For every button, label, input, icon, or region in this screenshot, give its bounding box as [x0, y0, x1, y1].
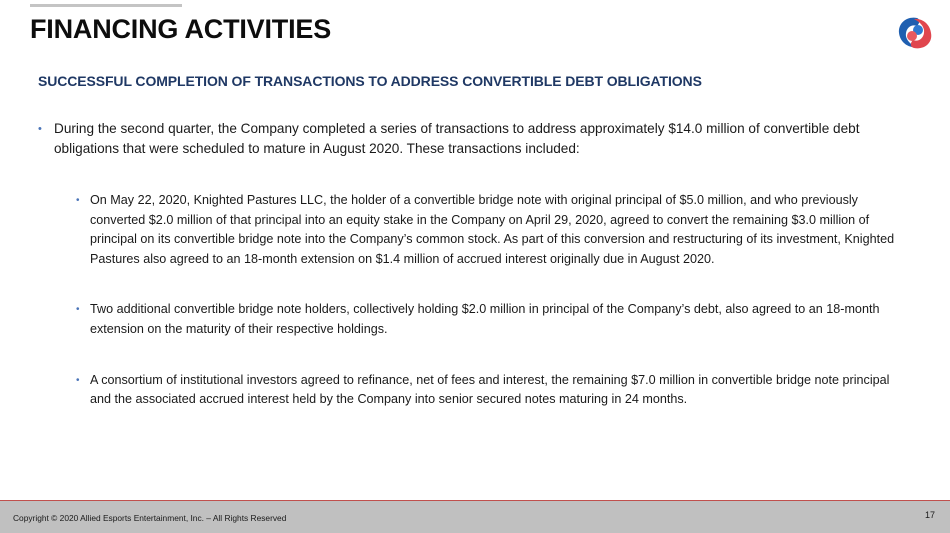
sub-bullet-item [76, 300, 906, 339]
main-bullet-text: During the second quarter, the Company completed a series of transactions to address approximately $14.0 million of convertible debt obligations that were scheduled to mature in August 2020. These transactions included: [54, 121, 860, 156]
slide-content [38, 119, 908, 441]
page-number: 17 [925, 510, 936, 520]
bullet-dot-icon: • [76, 304, 80, 316]
logo-graphic [893, 13, 937, 53]
bullet-dot-icon: • [76, 195, 80, 206]
top-decorative-rule [30, 4, 182, 7]
footer-bar [0, 501, 950, 533]
allied-esports-logo-icon [893, 13, 937, 53]
sub-bullet-text: A consortium of institutional investors agreed to refinance, net of fees and interest, the remaining $7.0 million in convertible bridge note principal and the associated accrued interest held by the Company into senior secured notes maturing in 24 months. [90, 372, 890, 407]
bullet-dot-icon: • [38, 123, 42, 135]
sub-bullet-text: Two additional convertible bridge note holders, collectively holding $2.0 million in principal of the Company’s debt, also agreed to an 18-month extension on the maturity of their respective holdings. [90, 302, 880, 336]
sub-bullet-text: On May 22, 2020, Knighted Pastures LLC, the holder of a convertible bridge note with original principal of $5.0 million, and who previously converted $2.0 million of that principal into an equity stake in the Company on April 29, 2020, agreed to convert the remaining $3.0 million of principal on its convertible bridge note into the Company’s common stock. As part of this conversion and restructuring of its investment, Knighted Pastures also agreed to an 18-month extension on $1.4 million of accrued interest originally due in August 2020. [90, 193, 895, 266]
slide-subtitle: SUCCESSFUL COMPLETION OF TRANSACTIONS TO ADDRESS CONVERTIBLE DEBT OBLIGATIONS [38, 73, 702, 89]
copyright-notice: Copyright © 2020 Allied Esports Entertainment, Inc. – All Rights Reserved [13, 513, 287, 523]
sub-bullet-item [76, 371, 906, 410]
sub-bullet-list [76, 191, 906, 410]
slide-title: FINANCING ACTIVITIES [30, 14, 332, 44]
sub-bullet-item [76, 191, 906, 269]
main-bullet [38, 119, 908, 159]
bullet-dot-icon: • [76, 374, 80, 386]
